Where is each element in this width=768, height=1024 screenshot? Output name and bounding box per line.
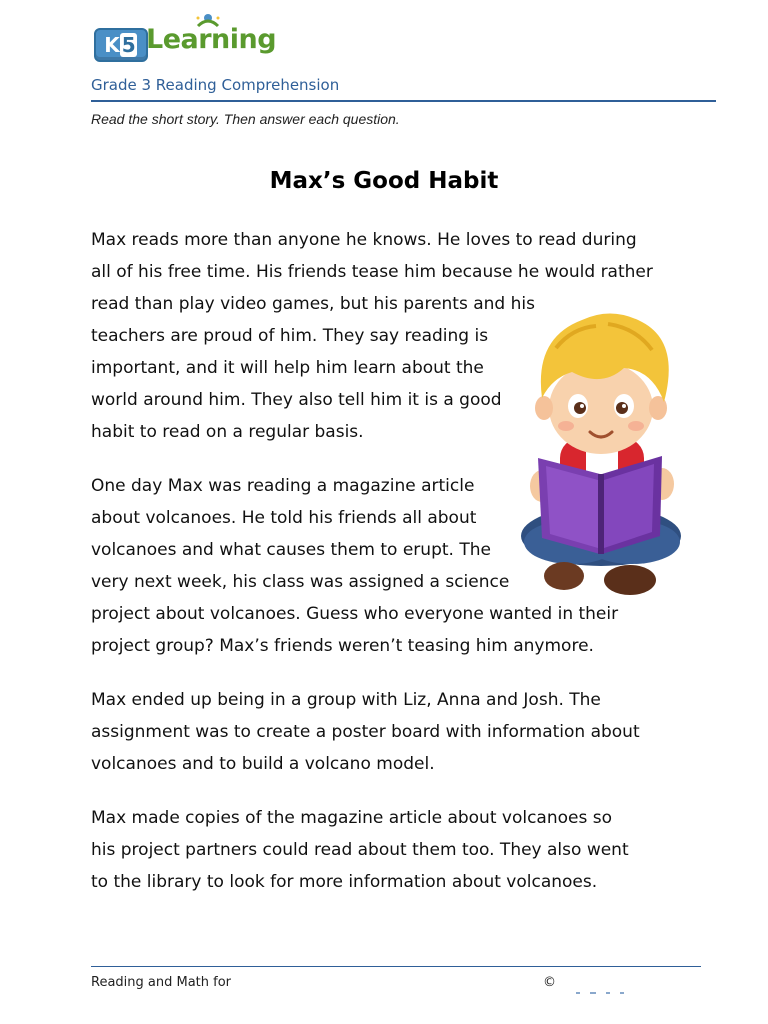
story-line: One day Max was reading a magazine article bbox=[91, 476, 475, 496]
logo-five-digit: 5 bbox=[121, 33, 135, 57]
story-line: to the library to look for more information about volcanoes. bbox=[91, 872, 598, 892]
story-paragraph-4 bbox=[91, 802, 629, 898]
footer-faint-link-mark bbox=[576, 991, 626, 995]
story-title: Max’s Good Habit bbox=[269, 168, 499, 194]
story-line: important, and it will help him learn about the bbox=[91, 358, 484, 378]
header-divider bbox=[91, 100, 716, 102]
logo-wordmark: Learning bbox=[146, 24, 277, 55]
logo-k-letter: K bbox=[104, 33, 119, 57]
story-line: volcanoes and what causes them to erupt. The bbox=[91, 540, 491, 560]
story-line: world around him. They also tell him it is a good bbox=[91, 390, 502, 410]
story-line: Max made copies of the magazine article about volcanoes so bbox=[91, 808, 613, 828]
story-line: Max reads more than anyone he knows. He loves to read during bbox=[91, 230, 637, 250]
footer-copyright: © bbox=[543, 975, 556, 990]
logo-k5-badge bbox=[94, 28, 148, 62]
instructions-text: Read the short story. Then answer each question. bbox=[91, 111, 400, 127]
story-paragraph-3 bbox=[91, 684, 640, 780]
logo-mascot-icon bbox=[194, 12, 222, 34]
story-line: project about volcanoes. Guess who everyone wanted in their bbox=[91, 604, 619, 624]
k5-learning-logo[interactable] bbox=[94, 18, 277, 62]
story-line: assignment was to create a poster board with information about bbox=[91, 722, 640, 742]
grade-subject-heading: Grade 3 Reading Comprehension bbox=[91, 76, 340, 94]
story-line: about volcanoes. He told his friends all about bbox=[91, 508, 477, 528]
story-line: his project partners could read about them too. They also went bbox=[91, 840, 629, 860]
story-line: very next week, his class was assigned a science bbox=[91, 572, 510, 592]
story-line: teachers are proud of him. They say reading is bbox=[91, 326, 489, 346]
story-line: all of his free time. His friends tease him because he would rather bbox=[91, 262, 653, 282]
footer-divider bbox=[91, 966, 701, 967]
story-line: project group? Max’s friends weren’t teasing him anymore. bbox=[91, 636, 594, 656]
footer-left-text: Reading and Math for bbox=[91, 975, 232, 990]
story-line: habit to read on a regular basis. bbox=[91, 422, 364, 442]
story-line: volcanoes and to build a volcano model. bbox=[91, 754, 435, 774]
story-line: Max ended up being in a group with Liz, Anna and Josh. The bbox=[91, 690, 601, 710]
story-line: read than play video games, but his parents and his bbox=[91, 294, 535, 314]
boy-reading-illustration bbox=[512, 298, 690, 602]
